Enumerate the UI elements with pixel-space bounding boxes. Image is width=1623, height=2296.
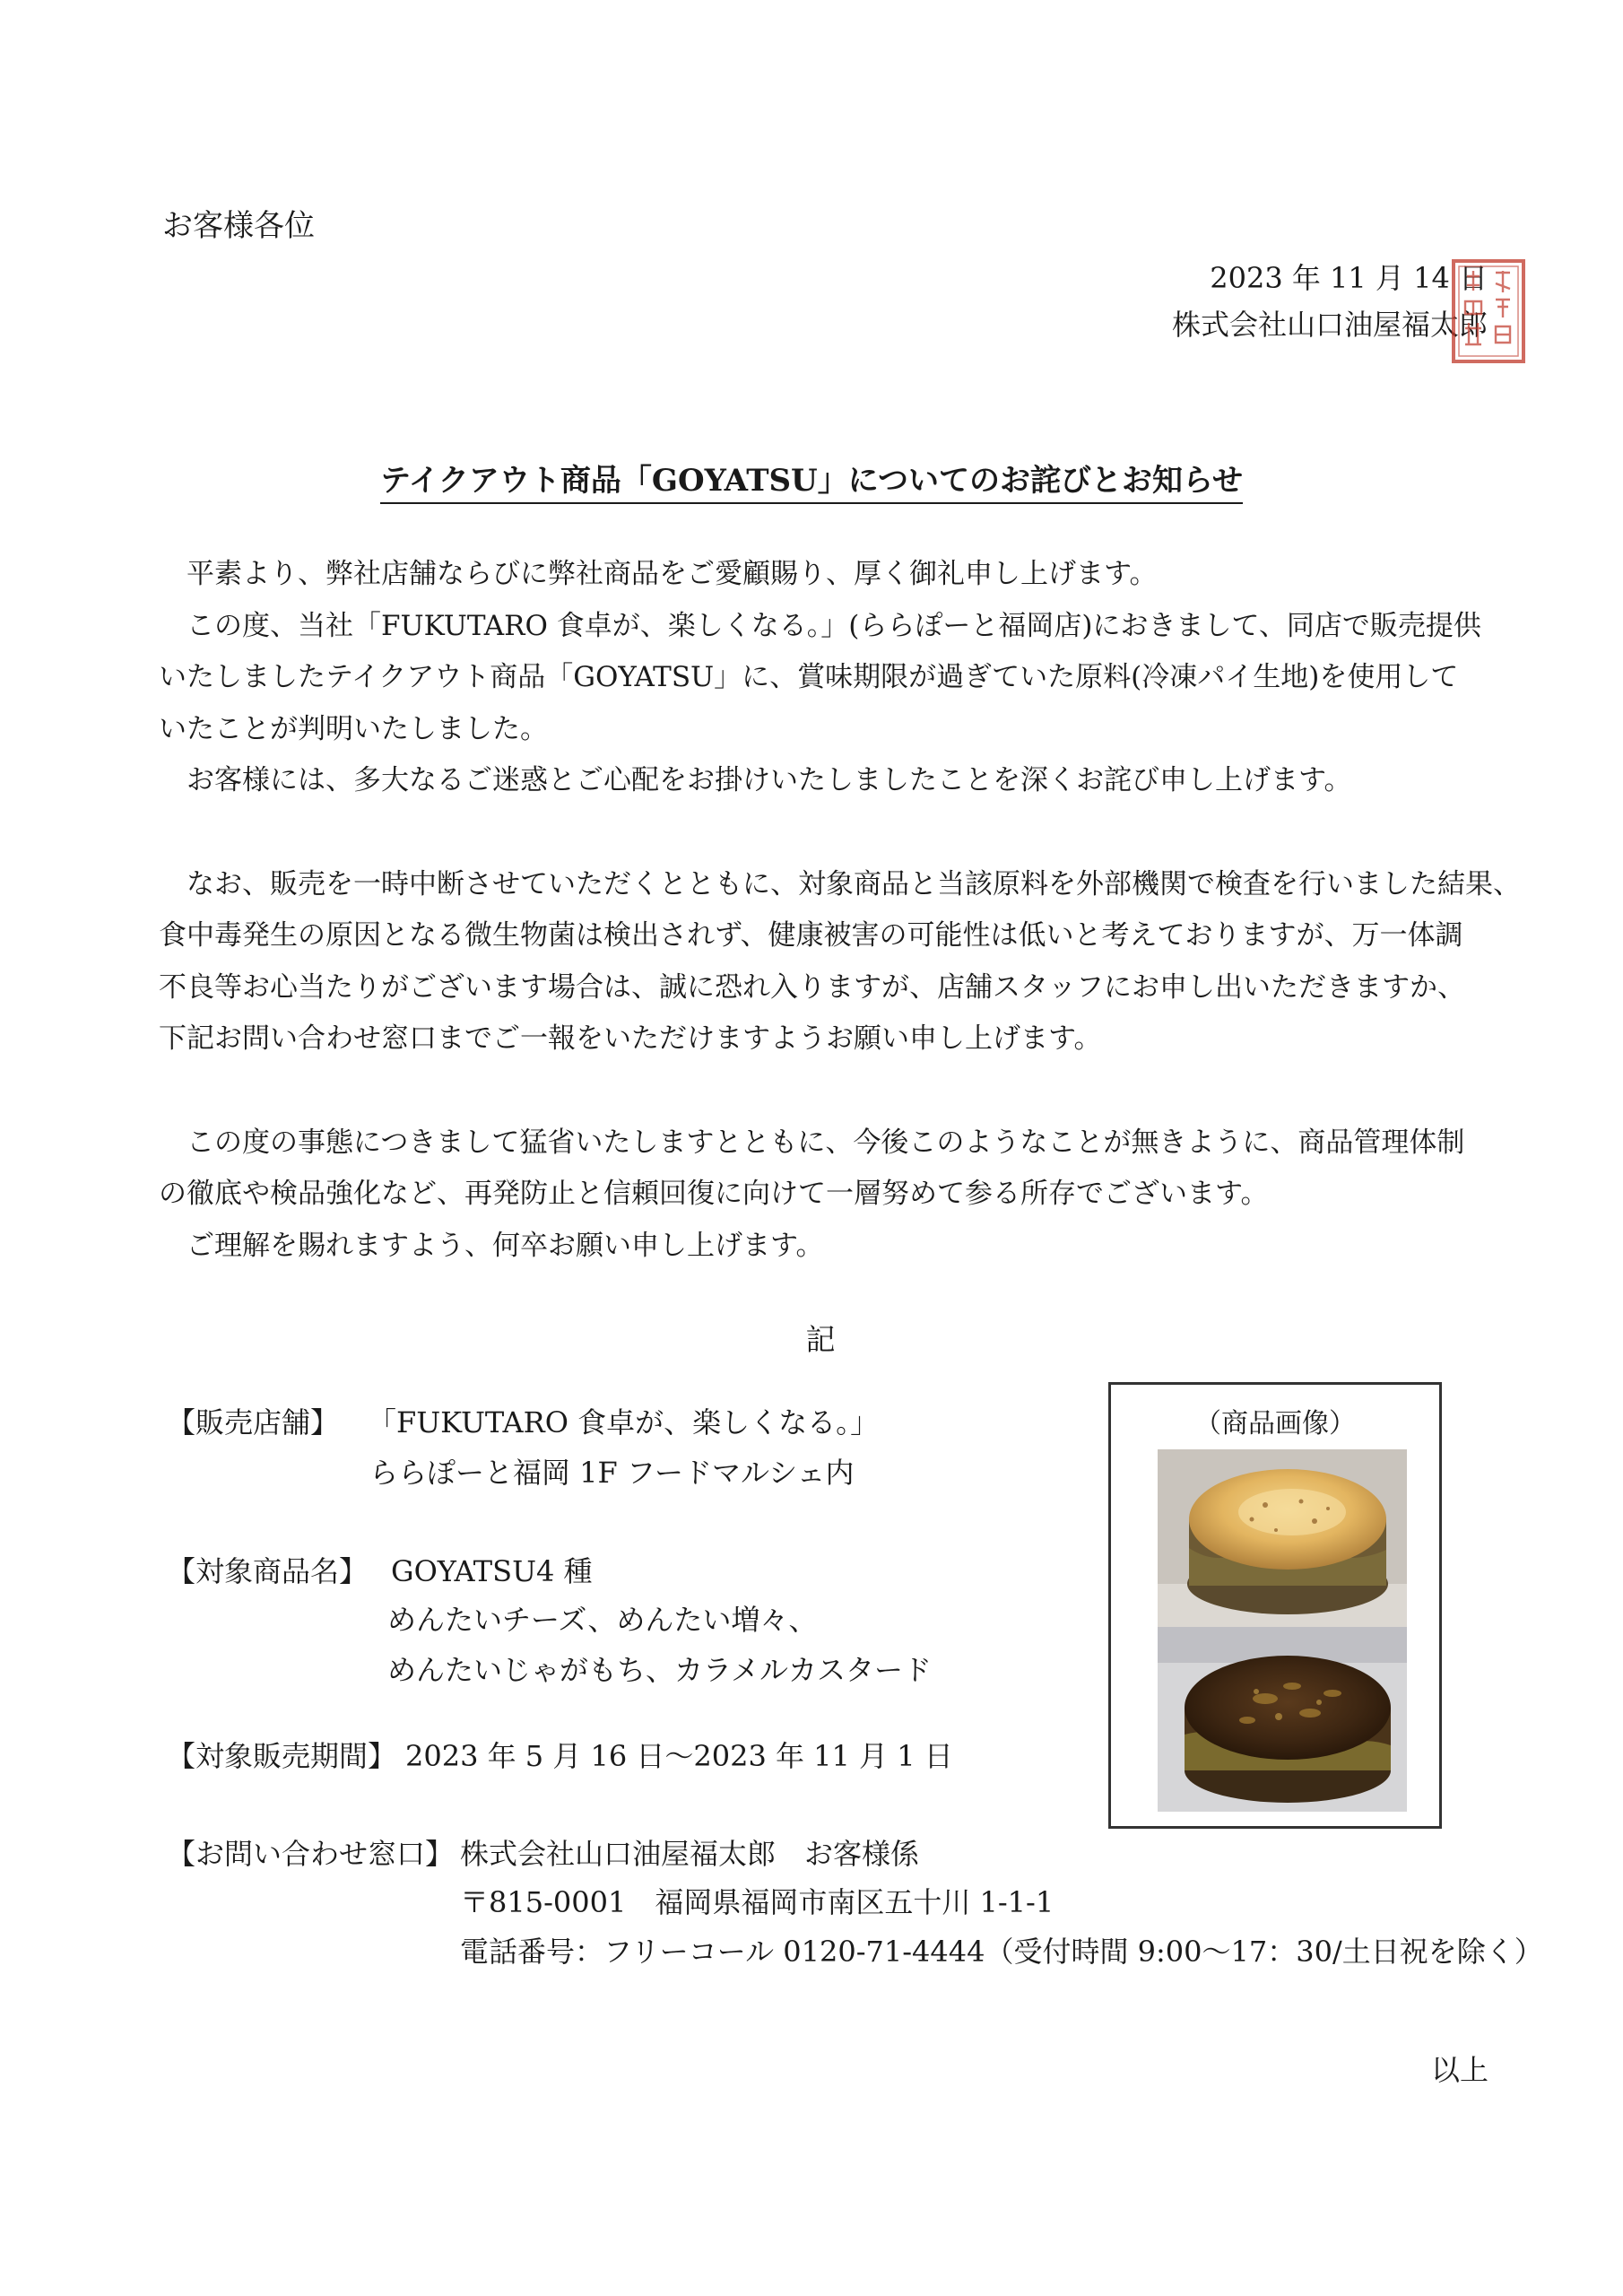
period-label: 【対象販売期間】 <box>167 1739 397 1773</box>
store-location: ららぽーと福岡 1F フードマルシェ内 <box>369 1456 855 1490</box>
document-date: 2023 年 11 月 14 日 <box>1210 261 1488 295</box>
product-variants-2: めんたいじゃがもち、カラメルカスタード <box>387 1653 933 1687</box>
product-label: 【対象商品名】 <box>167 1554 369 1588</box>
contact-label: 【お問い合わせ窓口】 <box>167 1837 455 1871</box>
closing-mark: 以上 <box>1430 2053 1488 2087</box>
product-photo-bottom <box>1158 1627 1407 1812</box>
notice-body <box>159 549 1521 1272</box>
body-line: 食中毒発生の原因となる微生物菌は検出されず、健康被害の可能性は低いと考えておりますが、万一体調 <box>159 919 1463 952</box>
store-label: 【販売店舗】 <box>167 1405 340 1439</box>
contact-address: 〒815-0001 福岡県福岡市南区五十川 1-1-1 <box>460 1885 1055 1919</box>
body-line: なお、販売を一時中断させていただくとともに、対象商品と当該原料を外部機関で検査を行いました結果、 <box>159 867 1521 900</box>
product-variants-1: めんたいチーズ、めんたい増々、 <box>387 1603 818 1637</box>
notice-title-text: テイクアウト商品「GOYATSU」についてのお詫びとお知らせ <box>380 463 1243 504</box>
body-line: 平素より、弊社店舗ならびに弊社商品をご愛顧賜り、厚く御礼申し上げます。 <box>159 558 1158 590</box>
body-line: お客様には、多大なるご迷惑とご心配をお掛けいたしましたことを深くお詫び申し上げます。 <box>159 764 1352 796</box>
contact-phone: 電話番号：フリーコール 0120-71-4444（受付時間 9:00～17：30/土日祝を除く） <box>460 1935 1543 1969</box>
product-image-box <box>1108 1382 1442 1829</box>
notice-title <box>0 456 1623 500</box>
product-photo-top <box>1158 1449 1407 1627</box>
ki-heading: 記 <box>805 1322 836 1357</box>
product-name: GOYATSU4 種 <box>391 1554 593 1588</box>
company-seal-stamp <box>1451 258 1526 364</box>
product-image-caption: （商品画像） <box>1194 1408 1356 1439</box>
body-line: いたしましたテイクアウト商品「GOYATSU」に、賞味期限が過ぎていた原料(冷凍パイ生地)を使用して <box>159 661 1459 693</box>
body-line: 下記お問い合わせ窓口までご一報をいただけますようお願い申し上げます。 <box>159 1022 1102 1055</box>
body-line: ご理解を賜れますよう、何卒お願い申し上げます。 <box>159 1229 824 1262</box>
body-line: この度、当社「FUKUTARO 食卓が、楽しくなる。」(ららぽーと福岡店)におきまして、同店で販売提供 <box>159 609 1481 642</box>
store-name: 「FUKUTARO 食卓が、楽しくなる。」 <box>368 1405 880 1439</box>
body-line: 不良等お心当たりがございます場合は、誠に恐れ入りますが、店舗スタッフにお申し出いただきますか、 <box>159 970 1465 1004</box>
body-line: いたことが判明いたしました。 <box>159 712 548 745</box>
sender-company: 株式会社山口油屋福太郎 <box>1171 308 1488 342</box>
contact-company: 株式会社山口油屋福太郎 お客様係 <box>460 1837 920 1871</box>
period-value: 2023 年 5 月 16 日～2023 年 11 月 1 日 <box>405 1739 953 1773</box>
body-line: の徹底や検品強化など、再発防止と信頼回復に向けて一層努めて参る所存でございます。 <box>159 1178 1269 1210</box>
body-line: この度の事態につきまして猛省いたしますとともに、今後このようなことが無きように、商品管理体制 <box>159 1126 1465 1159</box>
addressee: お客様各位 <box>162 208 315 244</box>
